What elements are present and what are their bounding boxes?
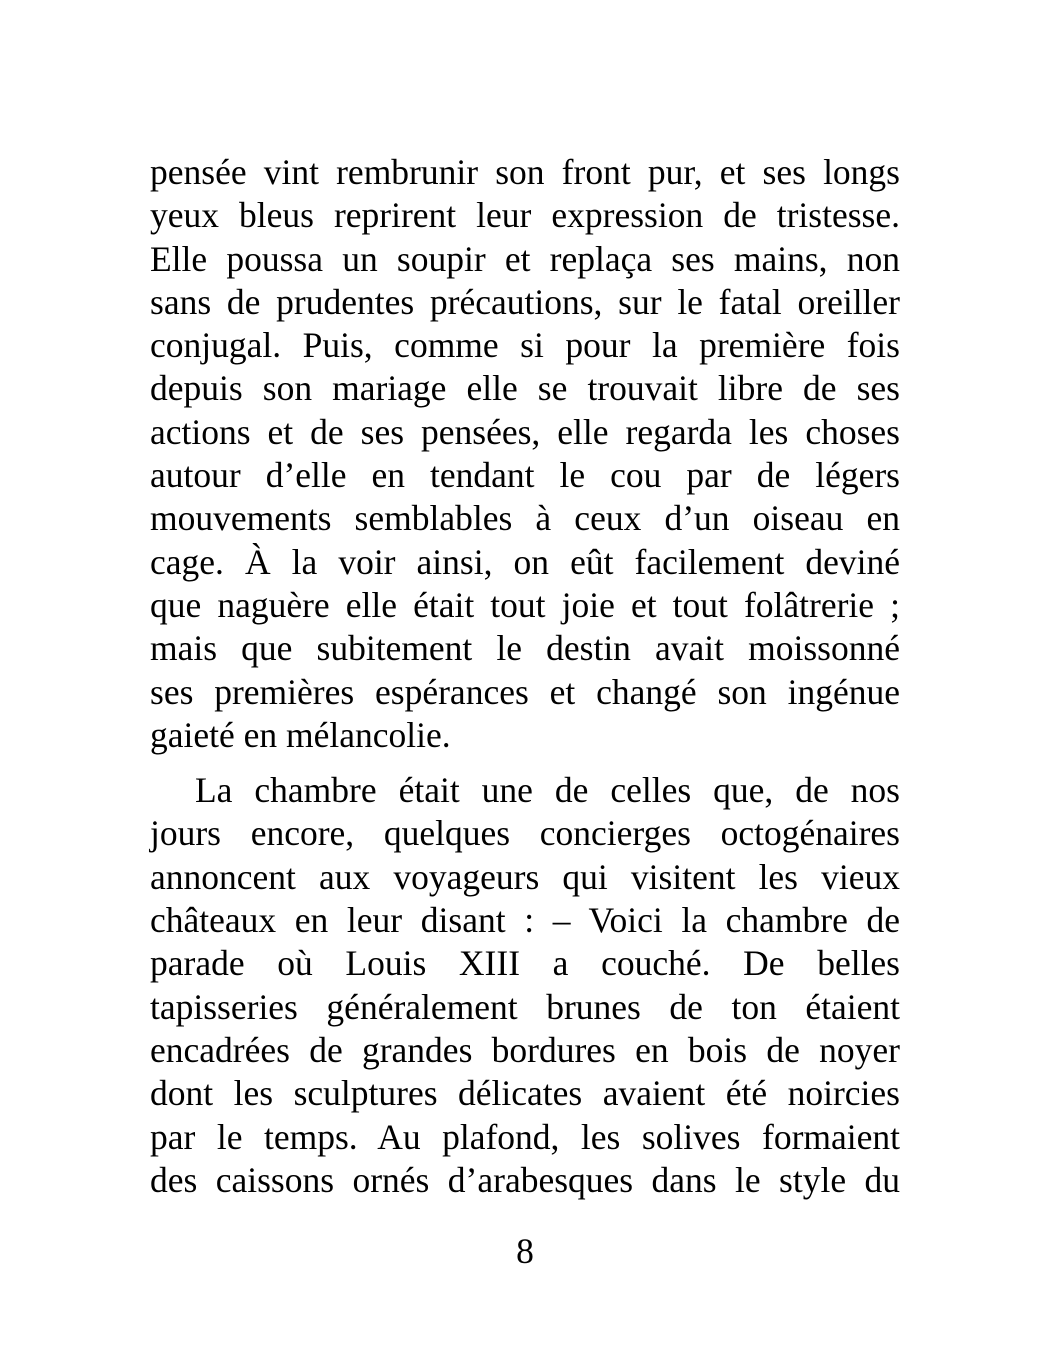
text-line: cage. À la voir ainsi, on eût facilement deviné: [150, 541, 900, 582]
text-line: châteaux en leur disant : – Voici la chambre de: [150, 900, 900, 941]
text-line: des caissons ornés d’arabesques dans le style du: [150, 1159, 900, 1200]
text-line: annoncent aux voyageurs qui visitent les vieux: [150, 856, 900, 897]
text-line: autour d’elle en tendant le cou par de légers: [150, 455, 900, 496]
text-line: ses premières espérances et changé son ingénue: [150, 671, 900, 712]
body-text: [150, 151, 900, 1202]
paragraph-2: [150, 769, 900, 1202]
text-line: dont les sculptures délicates avaient été noircies: [150, 1073, 900, 1114]
text-line: La chambre était une de celles que, de nos: [195, 770, 900, 811]
text-line: actions et de ses pensées, elle regarda les choses: [150, 411, 900, 452]
text-line: pensée vint rembrunir son front pur, et ses longs: [150, 152, 900, 192]
paragraph-1: [150, 151, 900, 757]
text-line: Elle poussa un soupir et replaça ses mains, non: [150, 238, 900, 279]
text-line: mouvements semblables à ceux d’un oiseau en: [150, 498, 900, 539]
text-line: mais que subitement le destin avait moissonné: [150, 628, 900, 669]
text-line: tapisseries généralement brunes de ton étaient: [150, 986, 900, 1027]
text-line: gaieté en mélancolie.: [150, 714, 451, 755]
text-line: parade où Louis XIII a couché. De belles: [150, 943, 900, 984]
text-line: conjugal. Puis, comme si pour la première fois: [150, 325, 900, 366]
page-number: 8: [516, 1231, 534, 1271]
text-line: yeux bleus reprirent leur expression de tristesse.: [150, 195, 900, 236]
text-line: que naguère elle était tout joie et tout folâtrerie ;: [150, 584, 900, 625]
text-line: par le temps. Au plafond, les solives formaient: [150, 1116, 900, 1157]
text-line: depuis son mariage elle se trouvait libre de ses: [150, 368, 900, 409]
text-line: encadrées de grandes bordures en bois de noyer: [150, 1029, 900, 1070]
text-line: sans de prudentes précautions, sur le fatal oreiller: [150, 281, 900, 322]
text-line: jours encore, quelques concierges octogénaires: [150, 813, 900, 854]
